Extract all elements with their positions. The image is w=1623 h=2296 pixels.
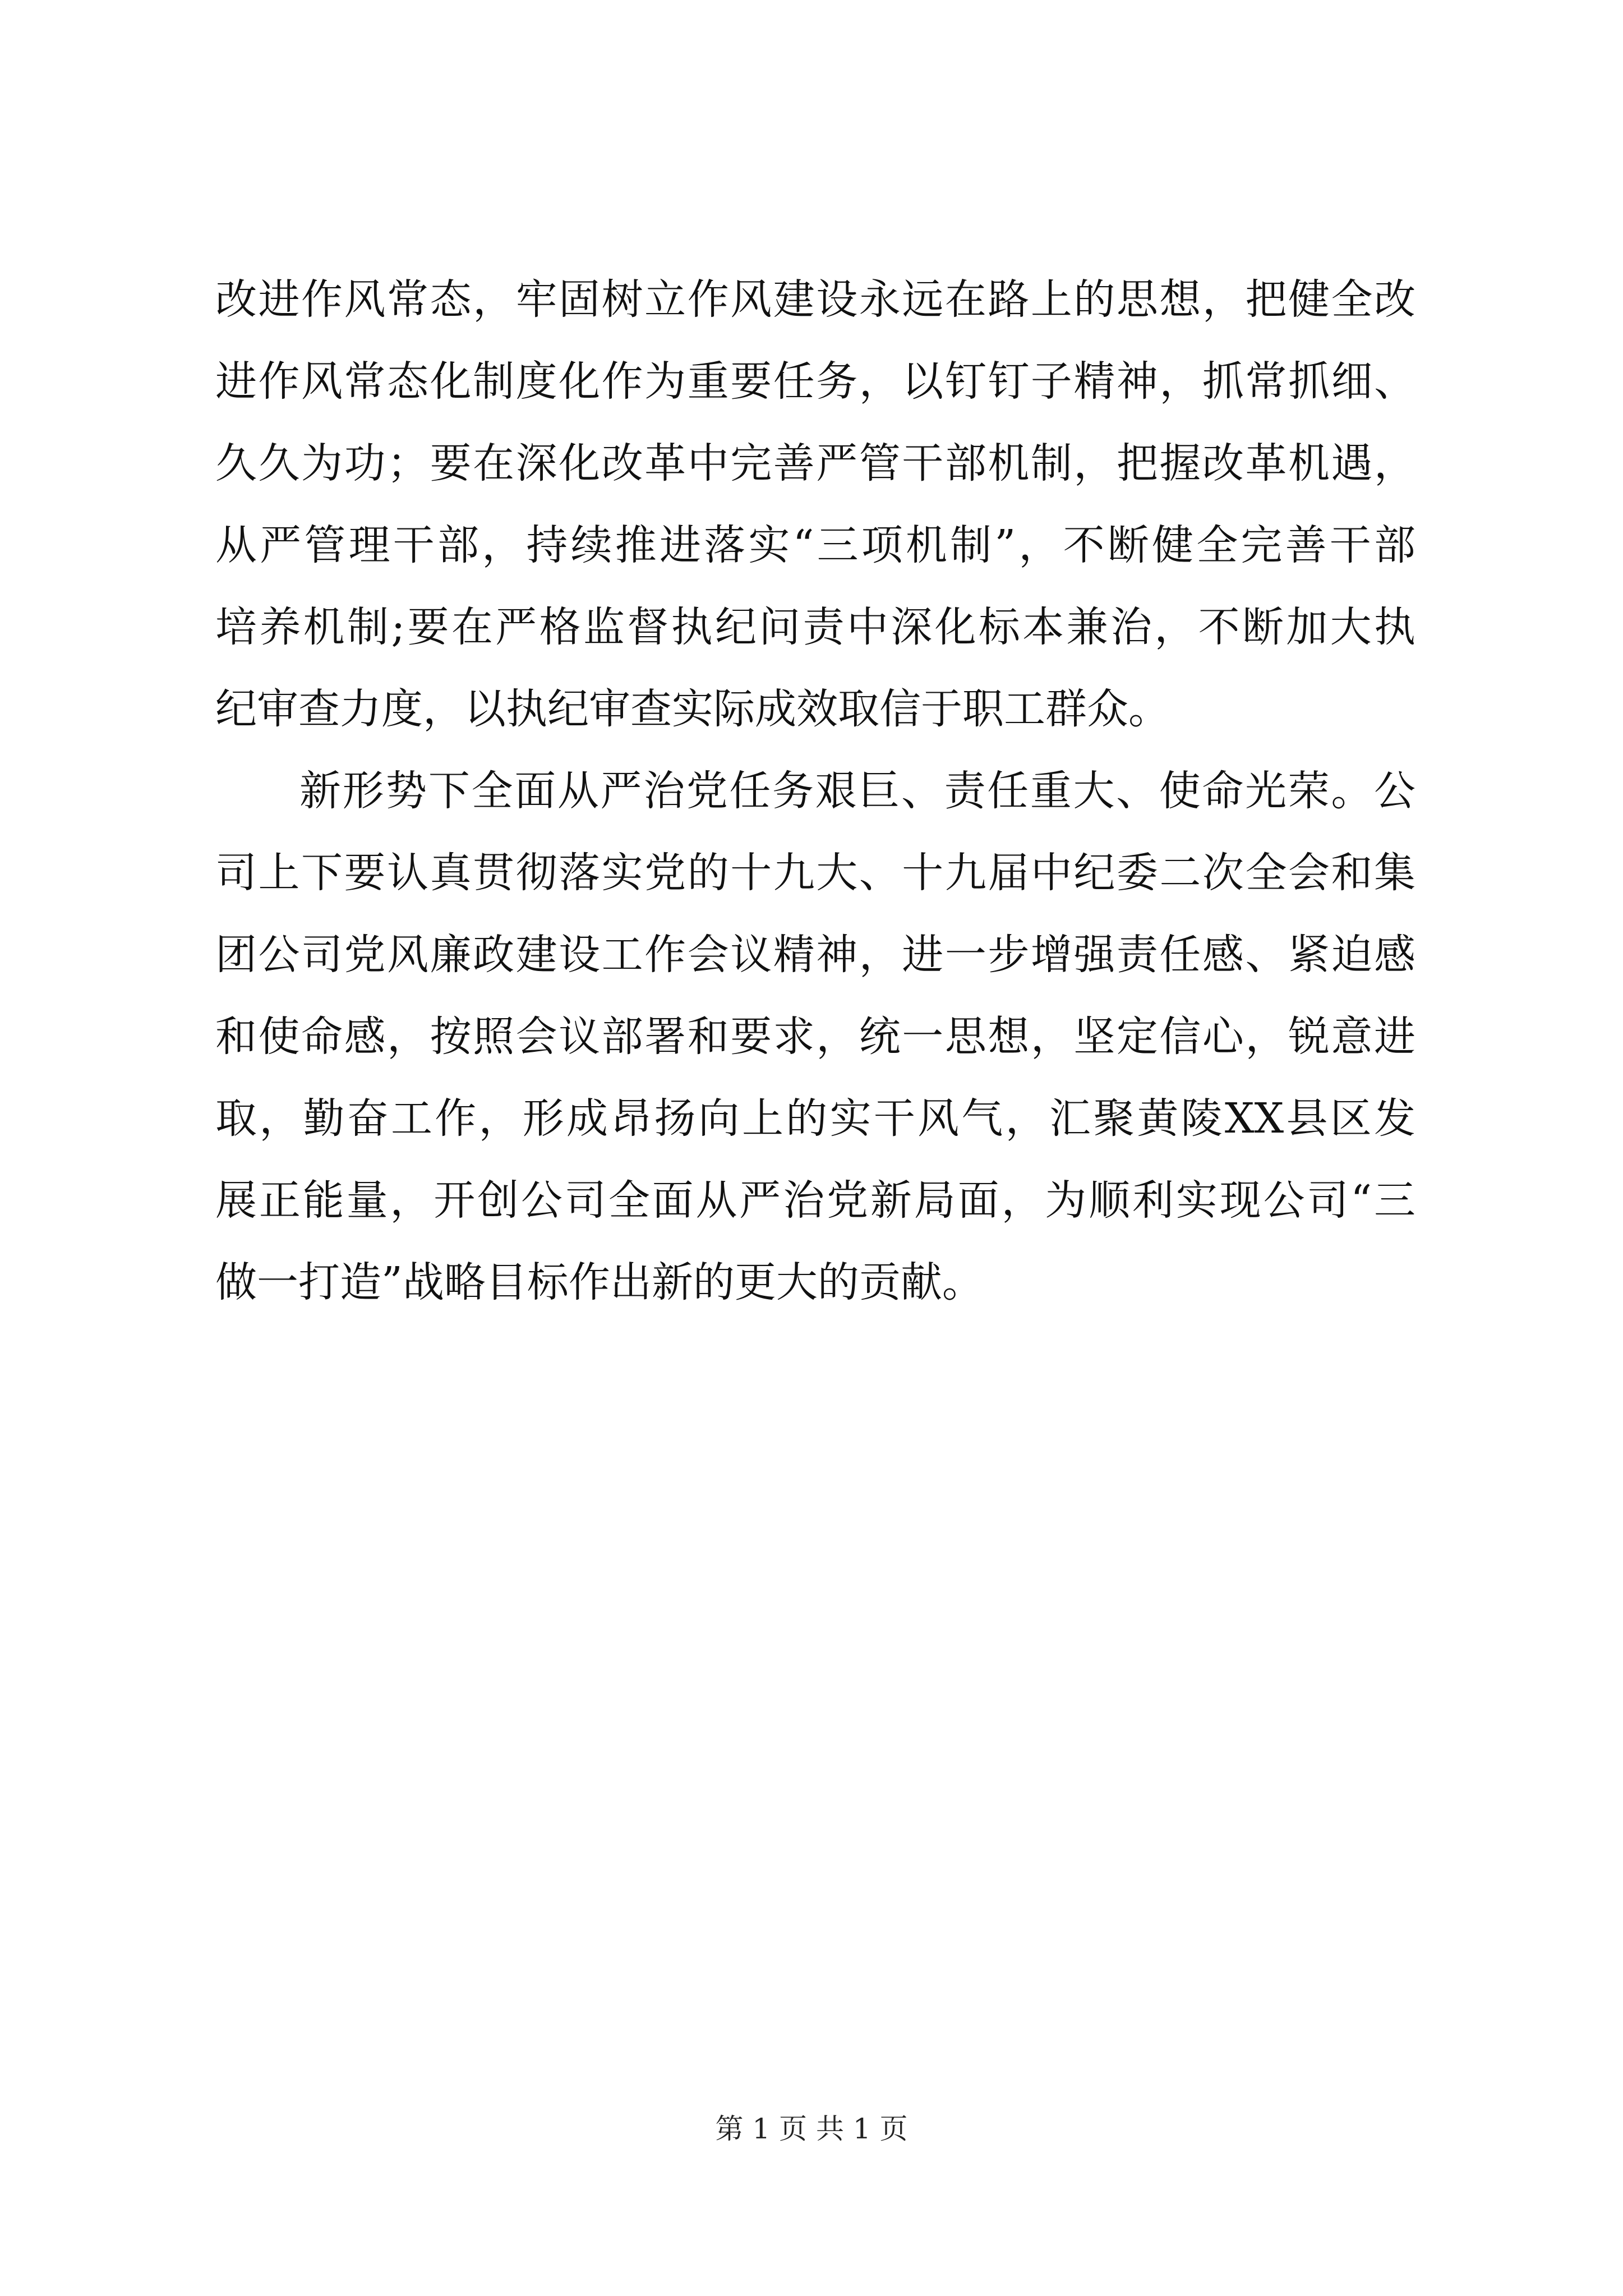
text-line: 进作风常态化制度化作为重要任务，以钉钉子精神，抓常抓细、 — [215, 357, 1415, 406]
document-body — [215, 259, 1415, 1323]
paragraph-2 — [215, 750, 1415, 1323]
text-line: 和使命感，按照会议部署和要求，统一思想，坚定信心，锐意进 — [215, 1013, 1415, 1061]
text-line: 培养机制;要在严格监督执纪问责中深化标本兼治，不断加大执 — [215, 603, 1415, 651]
paragraph-1 — [215, 259, 1415, 750]
text-line: 新形势下全面从严治党任务艰巨、责任重大、使命光荣。公 — [299, 767, 1415, 815]
text-line: 改进作风常态，牢固树立作风建设永远在路上的思想，把健全改 — [215, 275, 1415, 324]
text-line: 团公司党风廉政建设工作会议精神，进一步增强责任感、紧迫感 — [215, 931, 1415, 979]
text-line: 司上下要认真贯彻落实党的十九大、十九届中纪委二次全会和集 — [215, 849, 1415, 897]
text-line: 久久为功；要在深化改革中完善严管干部机制，把握改革机遇， — [215, 439, 1415, 487]
page-footer — [0, 2109, 1623, 2148]
page-number-label: 第 1 页 共 1 页 — [715, 2113, 908, 2145]
text-line: 展正能量，开创公司全面从严治党新局面，为顺利实现公司“三 — [215, 1176, 1415, 1225]
text-line: 做一打造”战略目标作出新的更大的贡献。 — [215, 1258, 984, 1306]
text-line: 从严管理干部，持续推进落实“三项机制”，不断健全完善干部 — [215, 521, 1415, 569]
text-line: 纪审查力度，以执纪审查实际成效取信于职工群众。 — [215, 685, 1170, 733]
text-line: 取，勤奋工作，形成昂扬向上的实干风气，汇聚黄陵XX县区发 — [215, 1094, 1415, 1143]
